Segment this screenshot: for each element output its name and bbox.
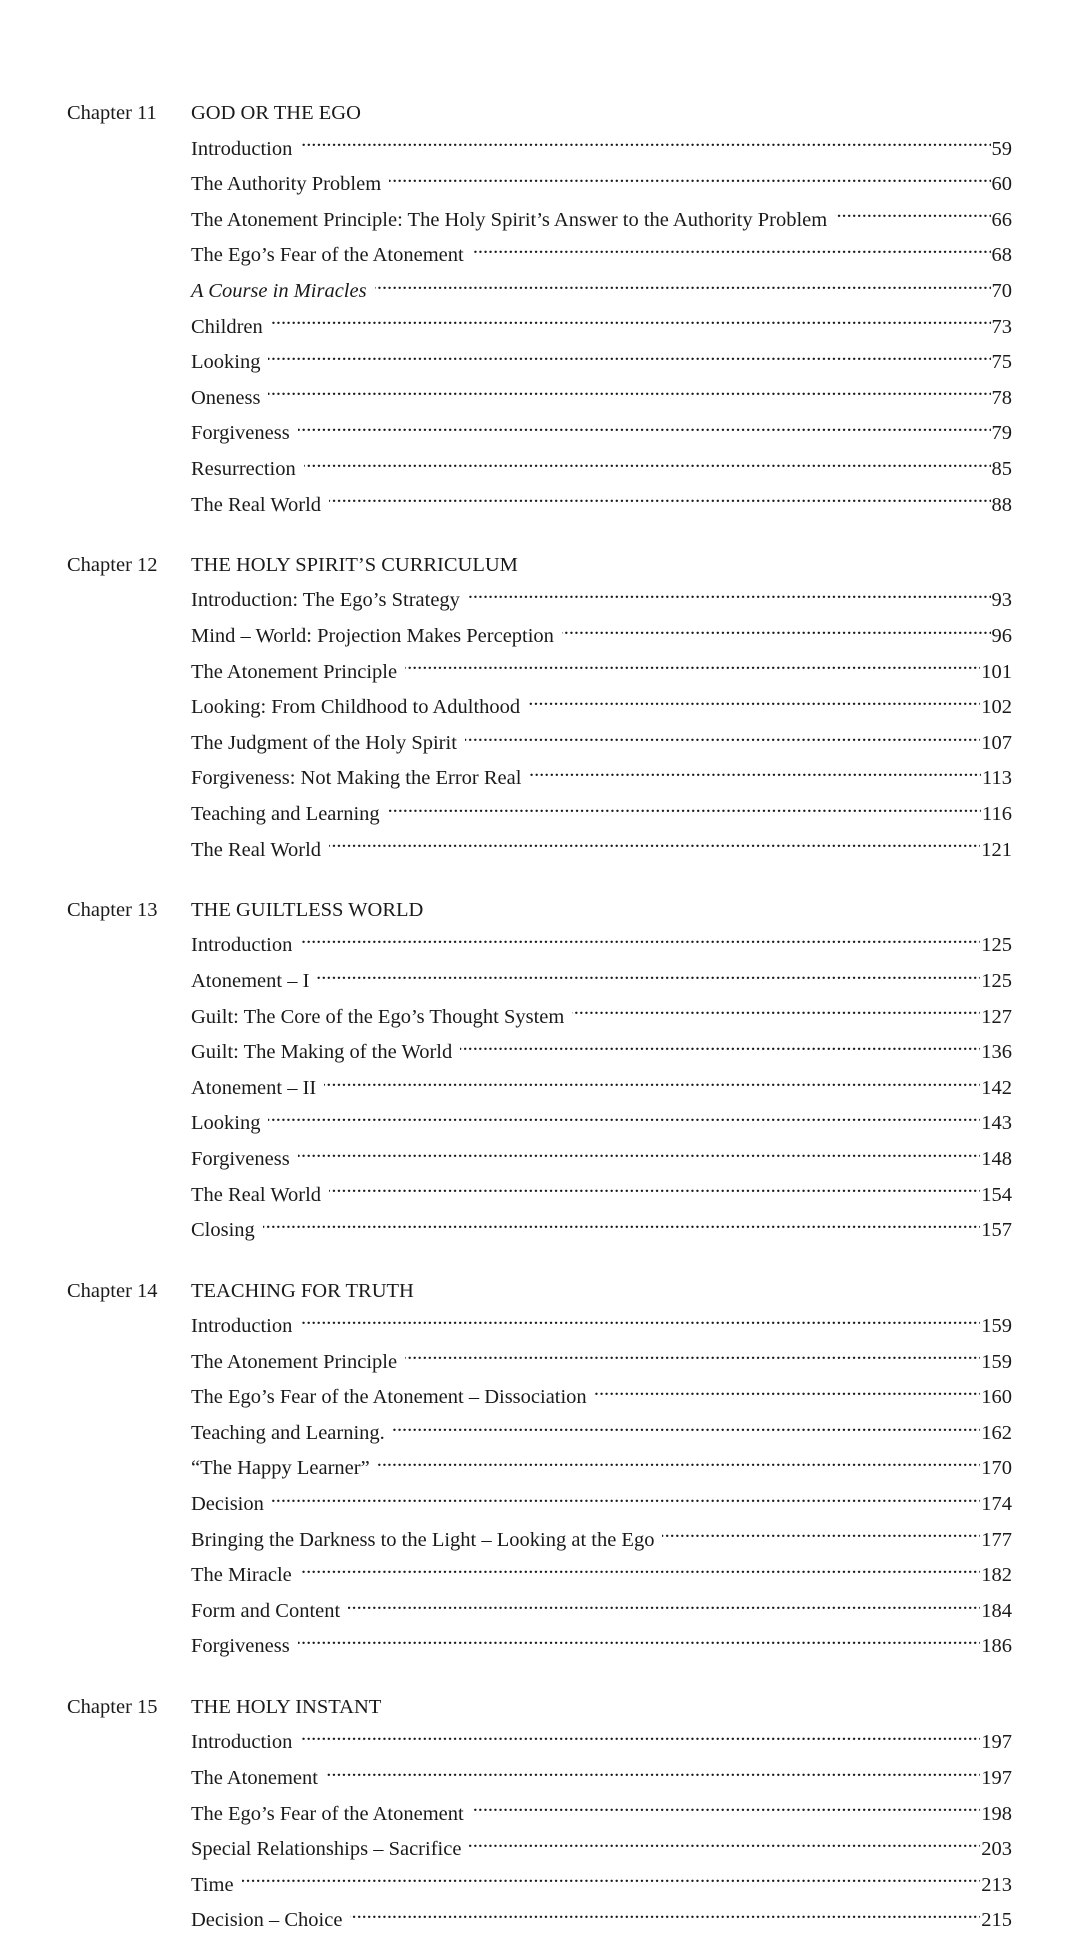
toc-entry (191, 1828, 1012, 1864)
chapter-title: THE HOLY SPIRIT’S CURRICULUM (191, 553, 518, 576)
dot-leader (300, 127, 990, 154)
toc-entry (191, 483, 1012, 519)
toc-entry (191, 234, 1012, 270)
page-number: 93 (991, 589, 1012, 612)
page-number: 70 (991, 279, 1012, 302)
toc-entry (191, 1209, 1012, 1245)
dot-leader (300, 1305, 980, 1332)
page-number: 159 (981, 1350, 1012, 1373)
entry-title: Atonement – II (191, 1076, 317, 1099)
dot-leader (469, 1828, 980, 1855)
page-number: 66 (991, 208, 1012, 231)
toc-entry (191, 305, 1012, 341)
entry-title: Time (191, 1873, 234, 1896)
entry-title: Form and Content (191, 1599, 341, 1622)
dot-leader (298, 1138, 981, 1165)
entry-title: Introduction (191, 1315, 293, 1338)
toc-entry (191, 793, 1012, 829)
toc-entry (191, 924, 1012, 960)
page-number: 184 (981, 1599, 1012, 1622)
toc-entry (191, 376, 1012, 412)
toc-entry (191, 995, 1012, 1031)
chapter-title: THE HOLY INSTANT (191, 1695, 382, 1718)
page-number: 102 (981, 696, 1012, 719)
entry-title: Special Relationships – Sacrifice (191, 1838, 462, 1861)
entry-title: Looking: From Childhood to Adulthood (191, 696, 521, 719)
entry-title: The Atonement (191, 1766, 318, 1789)
toc-entry (191, 686, 1012, 722)
toc-entry (191, 198, 1012, 234)
dot-leader (405, 650, 980, 677)
dot-leader (268, 1102, 980, 1129)
dot-leader (835, 198, 990, 225)
page-number: 127 (981, 1005, 1012, 1028)
toc-entry (191, 1757, 1012, 1793)
page-number: 59 (991, 137, 1012, 160)
dot-leader (460, 1031, 980, 1058)
toc-entry (191, 1590, 1012, 1626)
toc-entry (191, 1721, 1012, 1757)
page-number: 68 (991, 244, 1012, 267)
page-number: 197 (981, 1731, 1012, 1754)
dot-leader (595, 1376, 981, 1403)
dot-leader (329, 483, 990, 510)
page-number: 154 (981, 1183, 1012, 1206)
entry-title: Looking (191, 351, 261, 374)
dot-leader (562, 615, 991, 642)
page-number: 198 (981, 1802, 1012, 1825)
toc-entry (191, 1792, 1012, 1828)
toc-entry (191, 722, 1012, 758)
page-number: 101 (981, 660, 1012, 683)
entry-title: Bringing the Darkness to the Light – Looking at the Ego (191, 1528, 655, 1551)
chapter-section (67, 100, 1012, 519)
toc-entry (191, 1305, 1012, 1341)
entry-title: Introduction (191, 934, 293, 957)
page-number: 182 (981, 1564, 1012, 1587)
entry-title: Forgiveness (191, 1148, 290, 1171)
chapter-label: Chapter 15 (67, 1695, 158, 1718)
dot-leader (263, 1209, 980, 1236)
entry-title: Forgiveness: Not Making the Error Real (191, 767, 522, 790)
chapter-title: GOD OR THE EGO (191, 102, 361, 124)
page-number: 186 (981, 1635, 1012, 1658)
chapter-body (191, 100, 1012, 519)
entry-title: Guilt: The Making of the World (191, 1041, 453, 1064)
entry-title: The Ego’s Fear of the Atonement – Dissociation (191, 1386, 587, 1409)
chapter-label: Chapter 12 (67, 553, 158, 576)
entry-title: A Course in Miracles (191, 279, 367, 302)
entry-title: Decision – Choice (191, 1909, 343, 1932)
toc-entry (191, 127, 1012, 163)
entry-title: Resurrection (191, 457, 296, 480)
entry-title: Teaching and Learning. (191, 1421, 385, 1444)
entry-title: Looking (191, 1112, 261, 1135)
toc-entry (191, 1899, 1012, 1935)
chapter-section (67, 897, 1012, 1245)
entry-title: The Real World (191, 493, 322, 516)
dot-leader (272, 1483, 980, 1510)
entry-title: Introduction (191, 137, 293, 160)
page-number: 203 (981, 1838, 1012, 1861)
page-number: 73 (991, 315, 1012, 338)
chapter-body (191, 552, 1012, 864)
toc-entry (191, 1102, 1012, 1138)
page-number: 136 (981, 1041, 1012, 1064)
toc-entry (191, 1863, 1012, 1899)
chapter-body (191, 897, 1012, 1245)
page-number: 78 (991, 386, 1012, 409)
page-number: 88 (991, 493, 1012, 516)
dot-leader (271, 305, 991, 332)
table-of-contents (67, 100, 1012, 1935)
toc-entry (191, 1031, 1012, 1067)
entry-title: The Ego’s Fear of the Atonement (191, 244, 464, 267)
dot-leader (317, 960, 980, 987)
dot-leader (529, 757, 981, 784)
entry-title: The Miracle (191, 1564, 292, 1587)
toc-entry (191, 757, 1012, 793)
dot-leader (268, 376, 990, 403)
dot-leader (528, 686, 980, 713)
page-number: 148 (981, 1148, 1012, 1171)
entry-title: The Atonement Principle: The Holy Spirit’s Answer to the Authority Problem (191, 208, 828, 231)
entry-title: Atonement – I (191, 970, 310, 993)
dot-leader (300, 1721, 980, 1748)
toc-entry (191, 828, 1012, 864)
toc-entry (191, 448, 1012, 484)
dot-leader (304, 448, 991, 475)
toc-entry (191, 341, 1012, 377)
page-number: 113 (982, 767, 1012, 790)
page-number: 143 (981, 1112, 1012, 1135)
page-number: 213 (981, 1873, 1012, 1896)
dot-leader (572, 995, 980, 1022)
dot-leader (300, 1554, 981, 1581)
dot-leader (324, 1067, 980, 1094)
page-number: 170 (981, 1457, 1012, 1480)
toc-entry (191, 1376, 1012, 1412)
entry-title: Forgiveness (191, 1635, 290, 1658)
entry-title: Oneness (191, 386, 261, 409)
toc-entry (191, 270, 1012, 306)
dot-leader (472, 1792, 981, 1819)
page-number: 162 (981, 1421, 1012, 1444)
page-number: 79 (991, 422, 1012, 445)
page-number: 177 (981, 1528, 1012, 1551)
dot-leader (298, 1625, 981, 1652)
dot-leader (472, 234, 991, 261)
entry-title: The Authority Problem (191, 173, 382, 196)
dot-leader (242, 1863, 981, 1890)
dot-leader (268, 341, 990, 368)
chapter-label: Chapter 13 (67, 898, 158, 921)
page-number: 107 (981, 731, 1012, 754)
page-number: 159 (981, 1315, 1012, 1338)
toc-entry (191, 412, 1012, 448)
dot-leader (465, 722, 980, 749)
entry-title: The Judgment of the Holy Spirit (191, 731, 457, 754)
chapter-title: TEACHING FOR TRUTH (191, 1279, 414, 1302)
toc-entry (191, 1447, 1012, 1483)
toc-entry (191, 1340, 1012, 1376)
entry-title: Closing (191, 1219, 255, 1242)
toc-entry (191, 615, 1012, 651)
chapter-label: Chapter 11 (67, 102, 157, 124)
entry-title: Introduction (191, 1731, 293, 1754)
dot-leader (389, 163, 990, 190)
toc-entry (191, 1554, 1012, 1590)
entry-title: Forgiveness (191, 422, 290, 445)
page-number: 157 (981, 1219, 1012, 1242)
toc-entry (191, 650, 1012, 686)
chapter-section (67, 1694, 1012, 1935)
dot-leader (298, 412, 991, 439)
toc-entry (191, 1067, 1012, 1103)
toc-entry (191, 960, 1012, 996)
page-number: 142 (981, 1076, 1012, 1099)
toc-entry (191, 1173, 1012, 1209)
page-number: 174 (981, 1493, 1012, 1516)
chapter-section (67, 552, 1012, 864)
dot-leader (393, 1412, 980, 1439)
chapter-label: Chapter 14 (67, 1279, 158, 1302)
entry-title: The Atonement Principle (191, 660, 398, 683)
page-number: 85 (991, 457, 1012, 480)
page-number: 116 (982, 802, 1012, 825)
toc-entry (191, 1138, 1012, 1174)
dot-leader (329, 1173, 980, 1200)
toc-entry (191, 1518, 1012, 1554)
page-number: 60 (991, 173, 1012, 196)
page-number: 215 (981, 1909, 1012, 1932)
dot-leader (350, 1899, 980, 1926)
toc-entry (191, 1483, 1012, 1519)
dot-leader (326, 1757, 980, 1784)
entry-title: Guilt: The Core of the Ego’s Thought System (191, 1005, 565, 1028)
chapter-section (67, 1278, 1012, 1661)
chapter-body (191, 1278, 1012, 1661)
entry-title: The Real World (191, 1183, 322, 1206)
dot-leader (300, 924, 980, 951)
page-number: 96 (991, 625, 1012, 648)
chapter-body (191, 1694, 1012, 1935)
chapter-title: THE GUILTLESS WORLD (191, 898, 424, 921)
page-number: 125 (981, 970, 1012, 993)
dot-leader (329, 828, 980, 855)
page-number: 197 (981, 1766, 1012, 1789)
dot-leader (388, 793, 981, 820)
entry-title: Teaching and Learning (191, 802, 380, 825)
page-number: 121 (981, 838, 1012, 861)
dot-leader (468, 579, 991, 606)
entry-title: Introduction: The Ego’s Strategy (191, 589, 460, 612)
entry-title: Decision (191, 1493, 264, 1516)
dot-leader (348, 1590, 980, 1617)
toc-entry (191, 1412, 1012, 1448)
entry-title: “The Happy Learner” (191, 1457, 370, 1480)
page-number: 125 (981, 934, 1012, 957)
page-number: 75 (991, 351, 1012, 374)
entry-title: Mind – World: Projection Makes Perception (191, 625, 554, 648)
dot-leader (405, 1340, 980, 1367)
dot-leader (662, 1518, 980, 1545)
entry-title: Children (191, 315, 263, 338)
dot-leader (378, 1447, 981, 1474)
toc-entry (191, 163, 1012, 199)
entry-title: The Real World (191, 838, 322, 861)
entry-title: The Ego’s Fear of the Atonement (191, 1802, 464, 1825)
toc-entry (191, 1625, 1012, 1661)
dot-leader (375, 270, 991, 297)
entry-title: The Atonement Principle (191, 1350, 398, 1373)
toc-entry (191, 579, 1012, 615)
page-number: 160 (981, 1386, 1012, 1409)
